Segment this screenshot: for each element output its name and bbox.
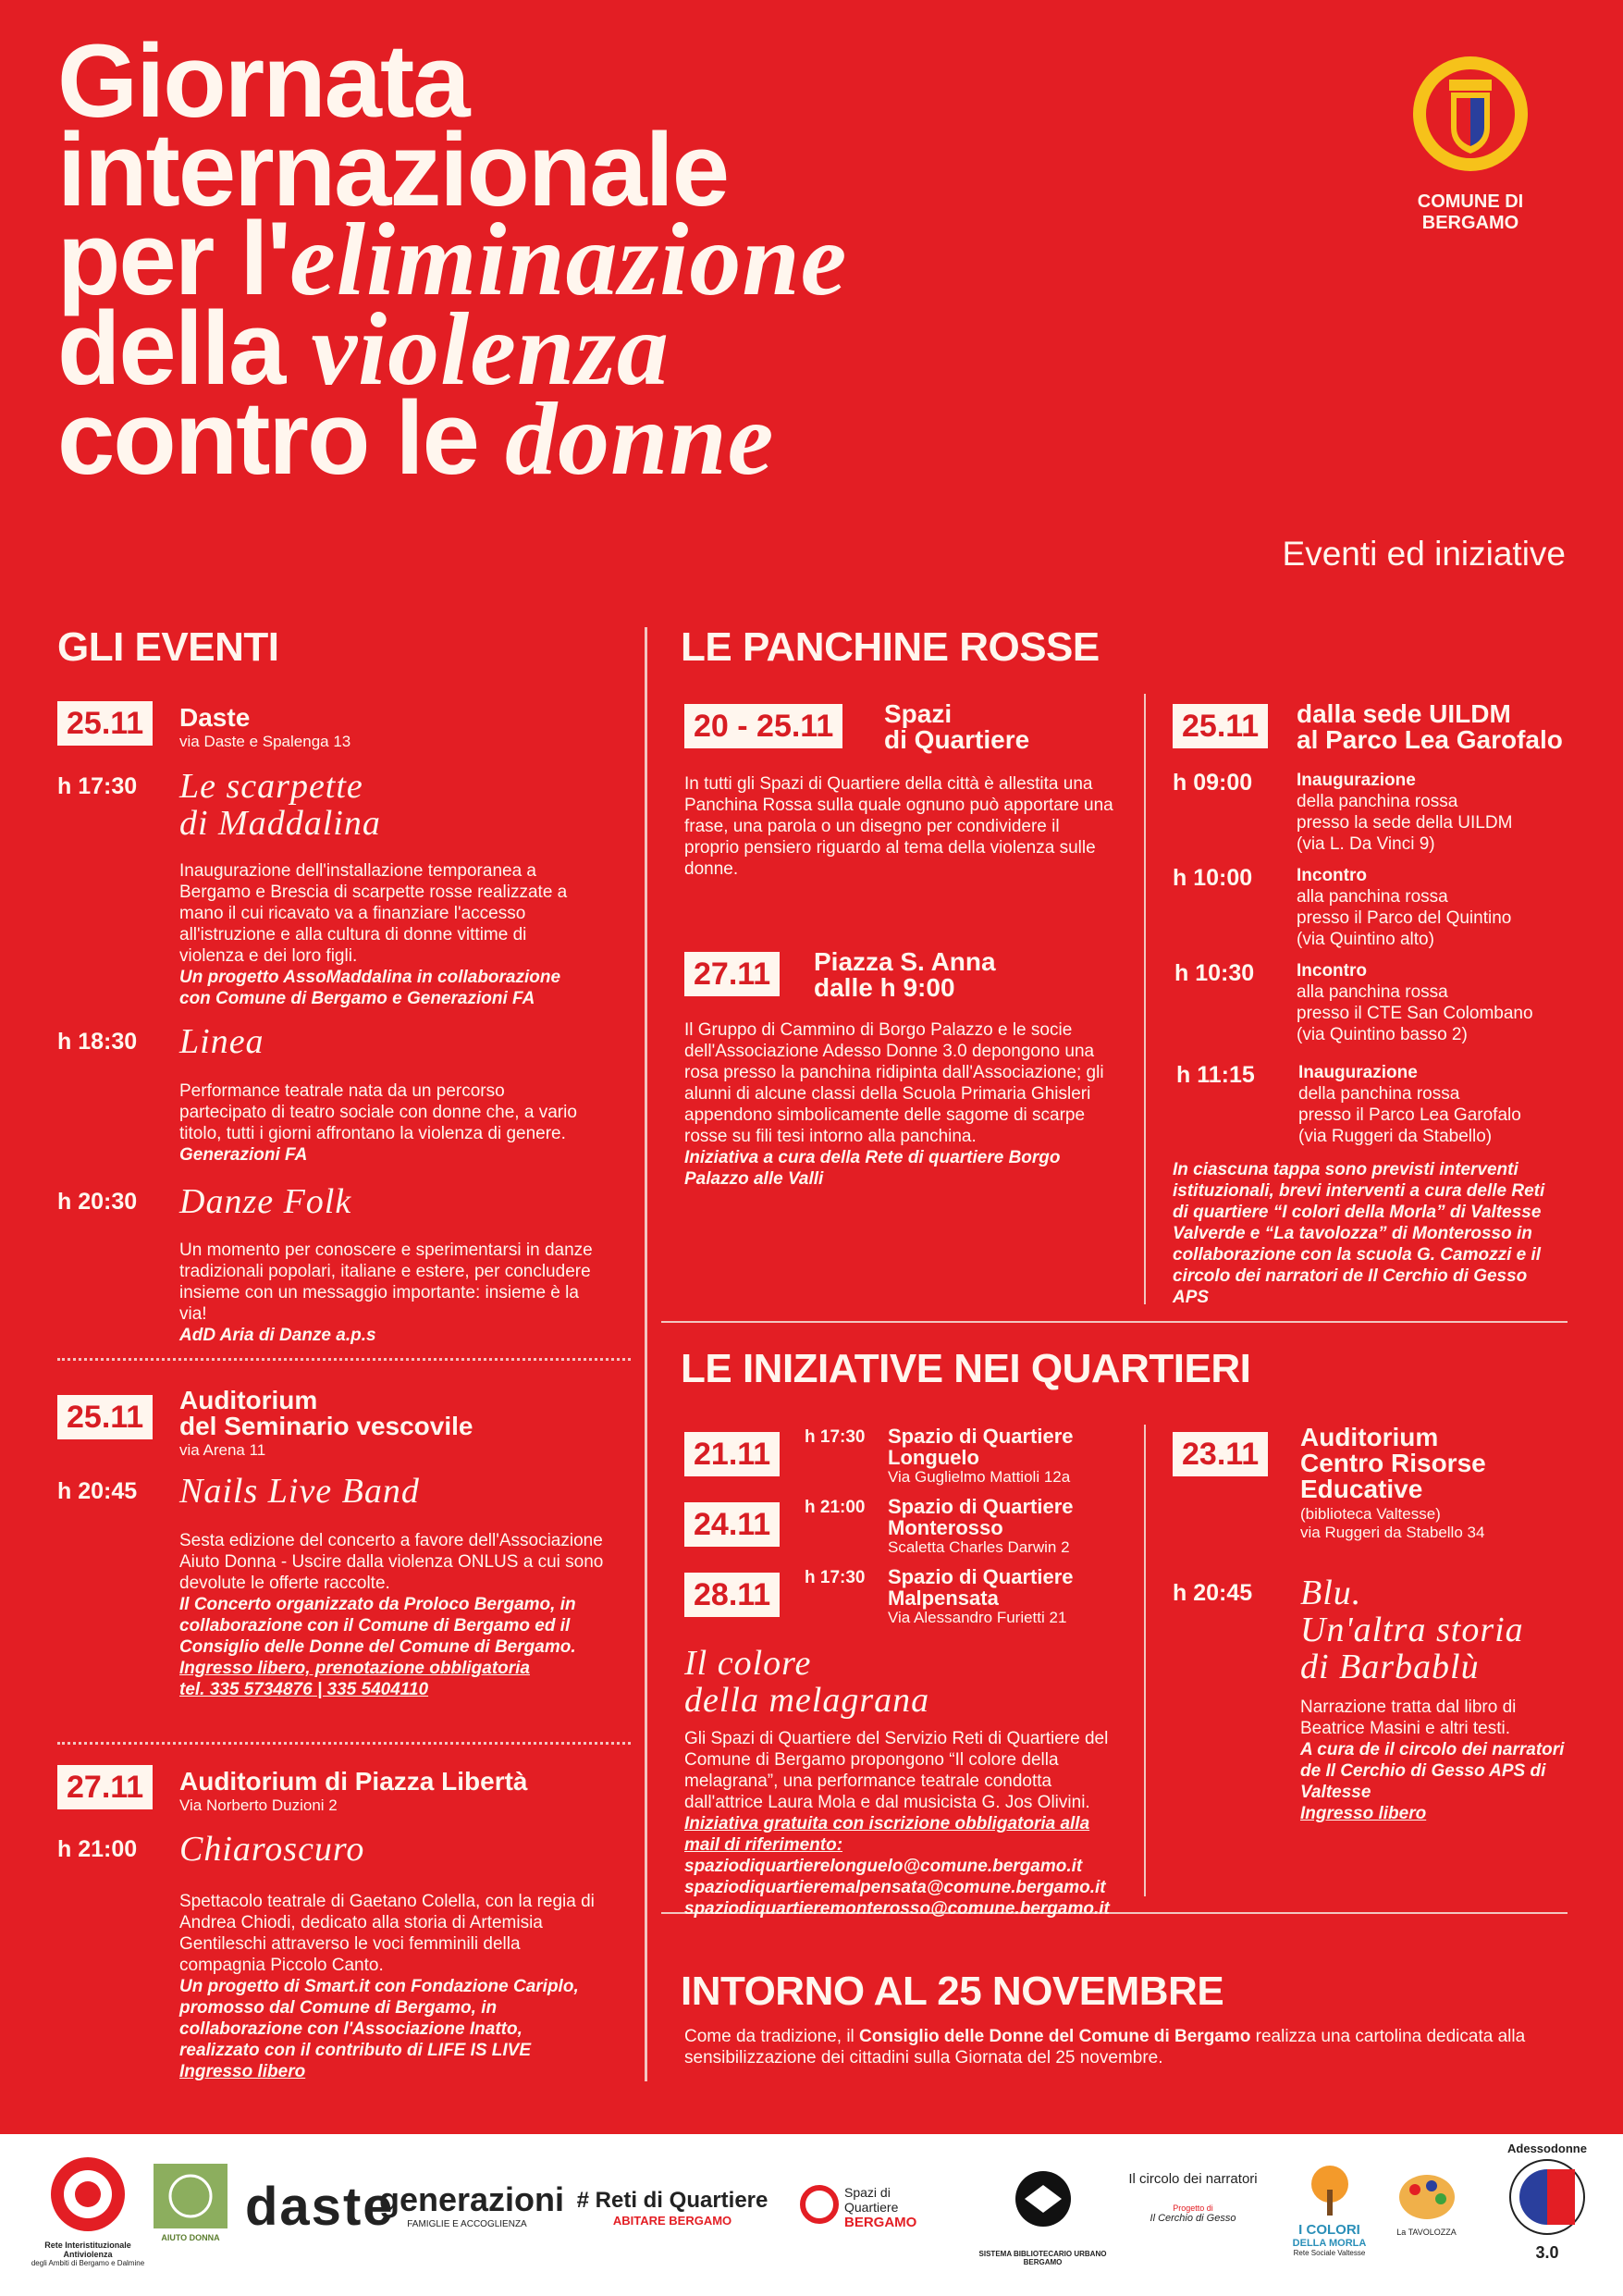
iscrizione-link[interactable]: Iniziativa gratuita con iscrizione obbligatoria alla mail di riferimento: <box>684 1814 1090 1855</box>
rete-antiviolenza-icon <box>46 2153 129 2236</box>
tappa-line: presso la sede della UILDM <box>1297 813 1513 833</box>
event-title: Linea <box>179 1022 264 1061</box>
email-link[interactable]: spaziodiquartierelonguelo@comune.bergamo.it <box>684 1857 1083 1876</box>
date-badge: 27.11 <box>57 1765 153 1809</box>
venue-line: al Parco Lea Garofalo <box>1297 725 1563 754</box>
venue-name <box>1300 1425 1486 1502</box>
venue-address: Via Norberto Duzioni 2 <box>179 1796 338 1814</box>
logo-aiuto-donna <box>153 2164 228 2242</box>
comune-caption: COMUNE DI BERGAMO <box>1417 191 1524 233</box>
quartiere-venue <box>888 1426 1074 1487</box>
logo-colori-morla <box>1276 2162 1383 2257</box>
event-title: Nails Live Band <box>179 1472 420 1511</box>
date-badge: 25.11 <box>1173 704 1268 748</box>
divider-main-vertical <box>645 627 647 2081</box>
date-badge: 25.11 <box>57 1395 153 1439</box>
event-title-line: di Barbablù <box>1300 1648 1480 1686</box>
tappa-item <box>1297 770 1512 855</box>
venue-line: Spazio di Quartiere <box>888 1565 1074 1588</box>
melagrana-description <box>684 1728 1128 1920</box>
logo-tavolozza <box>1387 2171 1466 2237</box>
venue-name <box>179 1388 473 1439</box>
venue-line: Educative <box>1300 1475 1423 1503</box>
divider-h1 <box>661 1321 1568 1323</box>
venue-line: dalla sede UILDM <box>1297 699 1511 728</box>
tavolozza-icon <box>1396 2171 1457 2223</box>
venue-line: Spazio di Quartiere <box>888 1495 1074 1518</box>
date-badge: 28.11 <box>684 1573 780 1617</box>
adessodonne-number: 3.0 <box>1535 2243 1559 2262</box>
tappa-head: Inaugurazione <box>1297 771 1416 790</box>
venue-address-line: (biblioteca Valtesse) <box>1300 1505 1441 1523</box>
date-badge: 20 - 25.11 <box>684 704 842 748</box>
date-badge: 21.11 <box>684 1432 780 1476</box>
spazi-sub: BERGAMO <box>844 2215 917 2230</box>
tappa-line: alla panchina rossa <box>1297 887 1448 907</box>
tappa-head: Incontro <box>1297 961 1367 981</box>
tappa-line: della panchina rossa <box>1298 1084 1460 1104</box>
event-title-line: Il colore <box>684 1644 812 1683</box>
venue-address: Scaletta Charles Darwin 2 <box>888 1538 1070 1556</box>
title-line-5 <box>57 380 847 497</box>
venue-address-line: via Ruggeri da Stabello 34 <box>1300 1524 1485 1541</box>
event-time: h 17:30 <box>57 773 138 799</box>
sistema-label: SISTEMA BIBLIOTECARIO URBANO BERGAMO <box>978 2250 1107 2266</box>
event-desc-text: Gli Spazi di Quartiere del Servizio Reti di Quartiere del Comune di Bergamo propongono “Il colore della melagrana”, una performance teatrale condotta dall'attrice Laura Mola e dal musicista G. Jos Olivini. <box>684 1729 1109 1812</box>
tappa-line: (via Ruggeri da Stabello) <box>1298 1127 1493 1146</box>
event-time: h 10:30 <box>1174 960 1255 986</box>
event-title: Danze Folk <box>179 1182 352 1221</box>
divider-panchine <box>1144 694 1146 1304</box>
event-description <box>179 1240 596 1346</box>
event-time: h 18:30 <box>57 1029 138 1055</box>
ingresso-link[interactable]: Ingresso libero <box>179 2062 306 2081</box>
tappa-line: presso il CTE San Colombano <box>1297 1004 1533 1023</box>
email-link[interactable]: spaziodiquartieremonterosso@comune.bergamo.it <box>684 1899 1110 1919</box>
event-credit: Un progetto di Smart.it con Fondazione Cariplo, promosso dal Comune di Bergamo, in collaborazione con l'Associazione Inatto, realizzato con il contributo di LIFE IS LIVE <box>179 1977 579 2060</box>
event-title-line: di Maddalina <box>179 804 381 843</box>
coat-of-arms-icon <box>1410 54 1531 174</box>
tappa-item <box>1297 865 1511 950</box>
event-desc-text: Narrazione tratta dal libro di Beatrice Masini e altri testi. <box>1300 1697 1517 1738</box>
event-desc-text: Il Gruppo di Cammino di Borgo Palazzo e le socie dell'Associazione Adesso Donne 3.0 depongono una rosa presso la panchina ridipinta dall'Associazione; gli alunni di alcune classi della Scuola Primaria Ghisleri appendono simbolicamente delle sagome di scarpe rosse su fili tesi intorno alla panchina. <box>684 1020 1104 1146</box>
logo-rete-antiviolenza <box>28 2153 148 2267</box>
venue-line: Centro Risorse <box>1300 1449 1486 1477</box>
event-credit: Un progetto AssoMaddalina in collaborazione con Comune di Bergamo e Generazioni FA <box>179 968 561 1008</box>
panchine-a-description: In tutti gli Spazi di Quartiere della città è allestita una Panchina Rossa sulla quale ognuno può apportare una frase, una parola o un disegno per condividere il proprio pensiero riguardo al tema della violenza sulle donne. <box>684 774 1113 879</box>
event-credit: AdD Aria di Danze a.p.s <box>179 1326 376 1345</box>
title-line-1: Giornata <box>57 23 469 139</box>
venue-address: Via Guglielmo Mattioli 12a <box>888 1468 1071 1486</box>
venue-line: Longuelo <box>888 1446 979 1469</box>
panchine-b-description <box>684 1019 1119 1190</box>
logo-adessodonne <box>1478 2142 1617 2263</box>
venue-line: Auditorium <box>179 1386 318 1414</box>
tappa-head: Inaugurazione <box>1298 1063 1418 1082</box>
event-time: h 10:00 <box>1173 865 1253 891</box>
subtitle: Eventi ed iniziative <box>1282 535 1566 573</box>
venue-line: di Quartiere <box>884 725 1030 754</box>
adessodonne-icon <box>1506 2155 1589 2239</box>
rete-antiviolenza-l2: degli Ambiti di Bergamo e Dalmine <box>31 2259 145 2267</box>
venue-line: Auditorium <box>1300 1423 1439 1451</box>
title-eliminazione: eliminazione <box>289 203 848 317</box>
venue-line: Piazza S. Anna <box>814 947 996 976</box>
event-title <box>1300 1574 1524 1685</box>
venue-line: dalle h 9:00 <box>814 973 955 1002</box>
venue-line: Monterosso <box>888 1516 1003 1539</box>
logo-sistema-bibliotecario <box>976 2153 1110 2266</box>
event-time: h 17:30 <box>805 1568 866 1587</box>
intorno-heading: INTORNO AL 25 NOVEMBRE <box>681 1969 1224 2014</box>
tappa-line: (via Quintino alto) <box>1297 930 1434 949</box>
event-description <box>179 860 586 1009</box>
aiuto-donna-label: AIUTO DONNA <box>161 2233 220 2242</box>
event-time: h 17:30 <box>805 1427 866 1447</box>
venue-address: Via Alessandro Furietti 21 <box>888 1609 1067 1626</box>
intorno-text <box>684 2026 1563 2068</box>
intorno-text-1: Come da tradizione, il <box>684 2027 860 2046</box>
venue-name <box>1297 701 1563 753</box>
divider-dotted-1 <box>57 1358 631 1361</box>
intorno-text-bold: Consiglio delle Donne del Comune di Bergamo <box>859 2027 1251 2046</box>
rete-antiviolenza-l1: Rete Interistituzionale Antiviolenza <box>44 2240 131 2259</box>
event-title-line: Blu. <box>1300 1574 1362 1612</box>
divider-dotted-2 <box>57 1742 631 1745</box>
tappa-line: della panchina rossa <box>1297 792 1458 811</box>
page-title <box>57 23 848 497</box>
tappa-item <box>1298 1062 1521 1147</box>
generazioni-label: generazioni <box>379 2180 565 2218</box>
phone-link[interactable]: tel. 335 5734876 | 335 5404110 <box>179 1680 429 1699</box>
event-desc-text: Performance teatrale nata da un percorso partecipato di teatro sociale con donne che, a vario titolo, tutti i giorni affrontano la violenza di genere. <box>179 1081 577 1143</box>
eventi-heading: GLI EVENTI <box>57 624 279 670</box>
date-badge: 25.11 <box>57 701 153 746</box>
quartiere-venue <box>888 1566 1074 1627</box>
tappa-line: (via Quintino basso 2) <box>1297 1025 1468 1044</box>
spazi-quartiere-icon <box>800 2185 839 2224</box>
divider-iniziative <box>1144 1425 1146 1896</box>
event-desc-text: Un momento per conoscere e sperimentarsi in danze tradizionali popolari, italiane e estere, per concludere insieme con un messaggio importante: insieme è la via! <box>179 1241 593 1324</box>
event-credit: A cura de il circolo dei narratori de Il Cerchio di Gesso APS di Valtesse <box>1300 1740 1565 1802</box>
morla-l2: DELLA MORLA <box>1292 2238 1367 2249</box>
venue-name <box>884 701 1029 753</box>
intorno-text-2: realizza una cartolina dedicata alla sensibilizzazione dei cittadini sulla Giornata del 25 novembre. <box>684 2027 1526 2068</box>
adessodonne-label: Adessodonne <box>1507 2142 1587 2155</box>
tappa-head: Incontro <box>1297 866 1367 885</box>
tappa-line: presso il Parco Lea Garofalo <box>1298 1105 1521 1125</box>
circolo-label: Il circolo dei narratori <box>1128 2171 1258 2187</box>
tappa-line: alla panchina rossa <box>1297 982 1448 1002</box>
venue-name: Auditorium di Piazza Libertà <box>179 1767 528 1796</box>
logo-daste: daste <box>245 2177 395 2237</box>
morla-l1: I COLORI <box>1298 2222 1360 2238</box>
venue-address: via Daste e Spalenga 13 <box>179 733 351 750</box>
tappa-item <box>1297 960 1533 1045</box>
logo-generazioni <box>379 2180 565 2229</box>
aiuto-donna-icon <box>154 2164 227 2228</box>
event-credit: Il Concerto organizzato da Proloco Bergamo, in collaborazione con il Comune di Bergamo ed il Consiglio delle Donne del Comune di Bergamo. <box>179 1595 576 1657</box>
venue-address: via Arena 11 <box>179 1441 266 1459</box>
date-badge: 27.11 <box>684 952 780 996</box>
title-line-5a: contro le <box>57 380 506 496</box>
generazioni-sub: FAMIGLIE E ACCOGLIENZA <box>407 2219 527 2229</box>
reti-label: # Reti di Quartiere <box>576 2188 768 2213</box>
event-description <box>179 1891 596 2082</box>
event-desc-text: Inaugurazione dell'installazione temporanea a Bergamo e Brescia di scarpette rosse realizzate a mano il cui ricavato va a finanziare l'accesso all'istruzione e alla cultura di donne vittime di violenza e dei loro figli. <box>179 861 568 966</box>
event-time: h 20:45 <box>1173 1580 1253 1606</box>
logo-reti-di-quartiere <box>566 2188 779 2228</box>
event-time: h 09:00 <box>1173 770 1253 796</box>
event-time: h 20:45 <box>57 1478 138 1504</box>
event-title-line: della melagrana <box>684 1681 930 1720</box>
event-title <box>684 1645 929 1719</box>
circolo-progetto: Progetto di <box>1173 2203 1213 2213</box>
event-time: h 21:00 <box>805 1498 866 1517</box>
venue-line: Spazio di Quartiere <box>888 1425 1074 1448</box>
blu-description <box>1300 1697 1568 1824</box>
date-badge: 24.11 <box>684 1502 780 1547</box>
event-time: h 20:30 <box>57 1189 138 1215</box>
logo-spazi-quartiere <box>800 2185 948 2230</box>
morla-l3: Rete Sociale Valtesse <box>1293 2249 1366 2257</box>
venue-name <box>814 949 996 1001</box>
venue-line: Spazi <box>884 699 953 728</box>
event-title <box>179 768 381 842</box>
booking-link[interactable]: Ingresso libero, prenotazione obbligatoria <box>179 1659 530 1678</box>
colori-morla-icon <box>1302 2162 1358 2217</box>
circolo-cerchio: Il Cerchio di Gesso <box>1150 2213 1236 2224</box>
venue-address <box>1300 1505 1484 1542</box>
reti-sub: ABITARE BERGAMO <box>612 2214 732 2228</box>
venue-line: del Seminario vescovile <box>179 1412 473 1440</box>
date-badge: 23.11 <box>1173 1432 1268 1476</box>
title-line-4a: della <box>57 290 312 406</box>
email-link[interactable]: spaziodiquartieremalpensata@comune.bergamo.it <box>684 1878 1106 1897</box>
sponsor-footer <box>0 2134 1623 2296</box>
panchine-note: In ciascuna tappa sono previsti interventi istituzionali, brevi interventi a cura delle Reti di quartiere “I colori della Morla” di Valtesse Valverde e “La tavolozza” di Monterosso in collaborazione con la scuola G. Camozzi e il circolo dei narratori de Il Cerchio di Gesso APS <box>1173 1160 1545 1307</box>
quartiere-venue <box>888 1496 1074 1557</box>
event-description <box>179 1530 610 1700</box>
title-line-2: internazionale <box>57 112 729 228</box>
tappa-line: (via L. Da Vinci 9) <box>1297 834 1435 854</box>
iniziative-heading: LE INIZIATIVE NEI QUARTIERI <box>681 1346 1251 1391</box>
ingresso-link[interactable]: Ingresso libero <box>1300 1804 1427 1823</box>
event-desc-text: Spettacolo teatrale di Gaetano Colella, con la regia di Andrea Chiodi, dedicato alla storia di Artemisia Gentileschi attraverso le voci femminili della compagnia Piccolo Canto. <box>179 1892 595 1975</box>
event-credit: Iniziativa a cura della Rete di quartiere Borgo Palazzo alle Valli <box>684 1148 1061 1189</box>
sistema-bibliotecario-icon <box>997 2153 1089 2245</box>
venue-name: Daste <box>179 703 251 732</box>
tappa-line: presso il Parco del Quintino <box>1297 908 1512 928</box>
venue-line: Malpensata <box>888 1586 999 1610</box>
title-violenza: violenza <box>311 292 670 407</box>
tavolozza-label: La TAVOLOZZA <box>1396 2228 1457 2237</box>
event-title: Chiaroscuro <box>179 1830 365 1869</box>
event-time: h 11:15 <box>1176 1062 1255 1088</box>
event-time: h 21:00 <box>57 1836 138 1862</box>
spazi-label: Spazi di Quartiere <box>844 2185 899 2215</box>
event-title-line: Un'altra storia <box>1300 1611 1524 1649</box>
event-desc-text: Sesta edizione del concerto a favore dell'Associazione Aiuto Donna - Uscire dalla violenza ONLUS a cui sono devolute le offerte raccolte. <box>179 1531 604 1593</box>
title-line-3a: per l' <box>57 201 290 316</box>
comune-logo <box>1369 54 1572 234</box>
title-donne: donne <box>505 382 775 497</box>
event-title-line: Le scarpette <box>179 767 363 806</box>
event-description <box>179 1080 596 1166</box>
event-credit: Generazioni FA <box>179 1145 308 1165</box>
panchine-heading: LE PANCHINE ROSSE <box>681 624 1100 670</box>
logo-circolo-narratori <box>1124 2171 1262 2224</box>
